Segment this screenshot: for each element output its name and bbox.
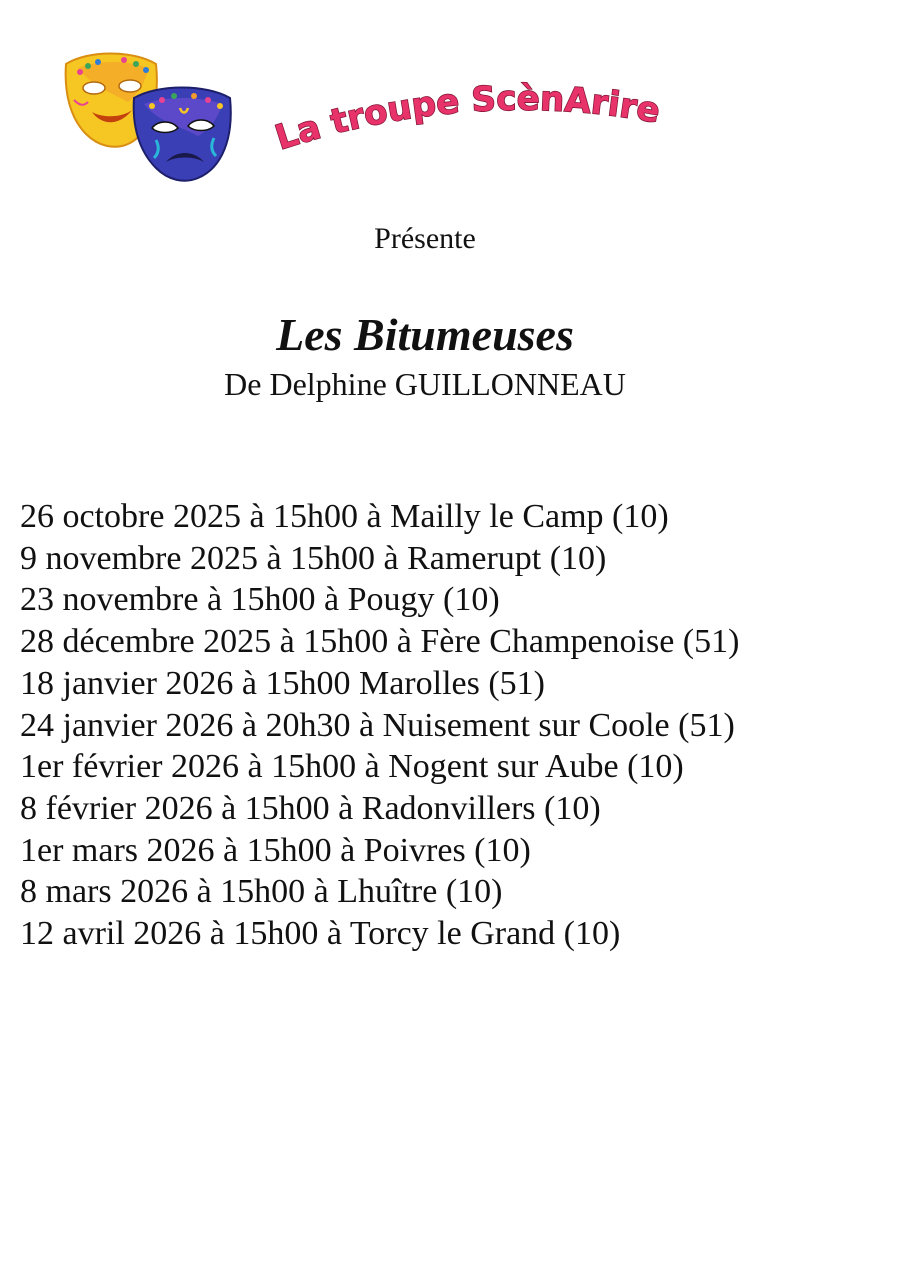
performance-date: 28 décembre 2025 à 15h00 à Fère Champenoise (51) (20, 623, 740, 661)
troupe-name-text: La troupe ScènArire (270, 80, 664, 159)
svg-text:La troupe ScènArire (271, 80, 663, 158)
performance-date: 23 novembre à 15h00 à Pougy (10) (20, 581, 500, 619)
performance-date: 24 janvier 2026 à 20h30 à Nuisement sur Coole (51) (20, 706, 735, 744)
performance-date: 12 avril 2026 à 15h00 à Torcy le Grand (10) (20, 915, 621, 953)
performance-date: 8 mars 2026 à 15h00 à Lhuître (10) (20, 873, 503, 911)
intro-text: Présente (374, 222, 476, 255)
performance-date: 26 octobre 2025 à 15h00 à Mailly le Camp (10) (20, 498, 669, 535)
performance-date: 8 février 2026 à 15h00 à Radonvillers (10) (20, 789, 601, 827)
troupe-name (270, 80, 740, 160)
performance-dates-list (20, 496, 739, 955)
performance-date: 9 novembre 2025 à 15h00 à Ramerupt (10) (20, 539, 607, 577)
performance-date: 1er mars 2026 à 15h00 à Poivres (10) (20, 831, 531, 869)
tragedy-mask-icon (134, 88, 231, 181)
performance-date: 1er février 2026 à 15h00 à Nogent sur Aube (10) (20, 748, 684, 786)
play-title: Les Bitumeuses (276, 309, 574, 360)
play-author: De Delphine GUILLONNEAU (224, 366, 626, 402)
performance-date: 18 janvier 2026 à 15h00 Marolles (51) (20, 664, 545, 702)
theatre-masks-icon (58, 42, 238, 192)
